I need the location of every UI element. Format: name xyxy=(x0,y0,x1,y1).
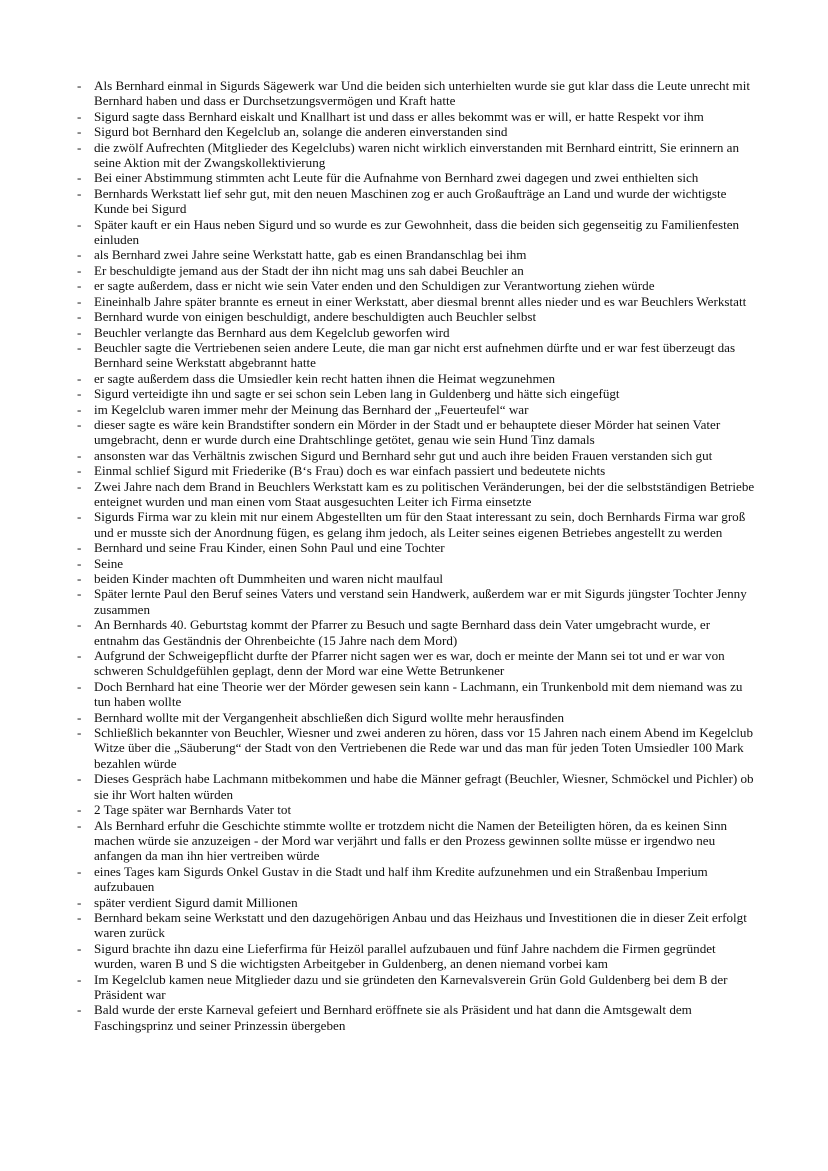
list-item xyxy=(77,402,757,417)
list-item-text: Sigurd bot Bernhard den Kegelclub an, solange die anderen einverstanden sind xyxy=(94,124,508,140)
list-item-text: Beuchler sagte die Vertriebenen seien andere Leute, die man gar nicht erst aufnehmen dürfte und er war fest überzeugt das Bernhard seine Werkstatt abgebrannt hatte xyxy=(94,339,736,371)
bullet-dash: - xyxy=(77,78,82,93)
bullet-dash: - xyxy=(77,909,82,925)
list-item xyxy=(77,463,757,478)
bullet-dash: - xyxy=(77,863,82,879)
list-item xyxy=(77,263,757,278)
list-item xyxy=(77,540,757,555)
list-item xyxy=(77,586,757,617)
list-item xyxy=(77,448,757,463)
list-item xyxy=(77,648,757,679)
bullet-dash: - xyxy=(77,339,82,355)
list-item xyxy=(77,294,757,309)
list-item-text: An Bernhards 40. Geburtstag kommt der Pfarrer zu Besuch und sagte Bernhard dass dein Vater umgebracht wurde, er entnahm das Geständnis der Ohrenbeichte (15 Jahre nach dem Mord) xyxy=(94,617,711,648)
list-item-text: Sigurd sagte dass Bernhard eiskalt und Knallhart ist und dass er alles bekommt was er will, er hatte Respekt vor ihm xyxy=(94,108,704,124)
list-item xyxy=(77,571,757,586)
list-item xyxy=(77,309,757,324)
list-item-text: die zwölf Aufrechten (Mitglieder des Kegelclubs) waren nicht wirklich einverstanden mit Bernhard eintritt, Sie erinnern an seine Aktion mit der Zwangskollektivierung xyxy=(94,139,740,171)
bullet-dash: - xyxy=(77,648,82,664)
list-item xyxy=(77,941,757,972)
list-item-text: Er beschuldigte jemand aus der Stadt der ihn nicht mag uns sah dabei Beuchler an xyxy=(94,262,524,278)
list-item-text: später verdient Sigurd damit Millionen xyxy=(94,894,298,910)
bullet-dash: - xyxy=(77,540,82,556)
list-item-text: Bernhard und seine Frau Kinder, einen Sohn Paul und eine Tochter xyxy=(94,540,445,556)
list-item-text: Schließlich bekannter von Beuchler, Wiesner und zwei anderen zu hören, dass vor 15 Jahren nach einem Abend im Kegelclub Witze über die „Säuberung“ der Stadt von den Vertriebenen die Rede war und das man für jeden Toten Umsiedler 100 Mark bezahlen würde xyxy=(94,725,753,771)
bullet-dash: - xyxy=(77,124,82,140)
list-item-text: Als Bernhard erfuhr die Geschichte stimmte wollte er trotzdem nicht die Namen der Beteiligten hören, da es keinen Sinn machen würde sie anzuzeigen - der Mord war verjährt und falls er den Prozess gewinnen sollte müsse er irgendwo neu anfangen da man ihn hier vertreiben würde xyxy=(94,817,728,864)
list-item-text: er sagte außerdem dass die Umsiedler kein recht hatten ihnen die Heimat wegzunehmen xyxy=(94,370,556,386)
list-item xyxy=(77,910,757,941)
list-item xyxy=(77,771,757,802)
notes-list xyxy=(77,78,757,1033)
bullet-dash: - xyxy=(77,386,82,402)
list-item xyxy=(77,802,757,817)
list-item-text: 2 Tage später war Bernhards Vater tot xyxy=(94,802,292,818)
list-item-text: eines Tages kam Sigurds Onkel Gustav in die Stadt und half ihm Kredite aufzunehmen und ein Straßenbau Imperium aufzubauen xyxy=(94,863,708,895)
bullet-dash: - xyxy=(77,416,82,432)
list-item-text: im Kegelclub waren immer mehr der Meinung das Bernhard der „Feuerteufel“ war xyxy=(94,401,529,417)
list-item xyxy=(77,325,757,340)
bullet-dash: - xyxy=(77,678,82,694)
bullet-dash: - xyxy=(77,571,82,586)
list-item-text: dieser sagte es wäre kein Brandstifter sondern ein Mörder in der Stadt und er behauptete dieser Mörder hat seinen Vater umgebracht, denn er wurde durch eine Drahtschlinge getötet, genau wie sein Hund Tinz damals xyxy=(94,416,721,448)
bullet-dash: - xyxy=(77,802,82,818)
bullet-dash: - xyxy=(77,971,82,987)
bullet-dash: - xyxy=(77,817,82,833)
bullet-dash: - xyxy=(77,709,82,725)
list-item-text: Zwei Jahre nach dem Brand in Beuchlers Werkstatt kam es zu politischen Veränderungen, bei der die selbstständigen Betriebe enteignet wurden und man einen vom Staat ausgesuchten Leiter ich Firma einsetzte xyxy=(94,478,755,509)
list-item-text: er sagte außerdem, dass er nicht wie sein Vater enden und den Schuldigen zur Verantwortung ziehen würde xyxy=(94,278,655,294)
list-item-text: Beuchler verlangte das Bernhard aus dem Kegelclub geworfen wird xyxy=(94,324,450,340)
list-item-text: Als Bernhard einmal in Sigurds Sägewerk war Und die beiden sich unterhielten wurde sie gut klar dass die Leute unrecht mit Bernhard haben und dass er Durchsetzungsvermögen und Kraft hatte xyxy=(94,78,750,109)
bullet-dash: - xyxy=(77,771,82,787)
list-item xyxy=(77,417,757,448)
bullet-dash: - xyxy=(77,894,82,910)
bullet-dash: - xyxy=(77,170,82,186)
list-item-text: Bei einer Abstimmung stimmten acht Leute für die Aufnahme von Bernhard zwei dagegen und zwei enthielten sich xyxy=(94,170,699,186)
list-item xyxy=(77,386,757,401)
list-item-text: Im Kegelclub kamen neue Mitglieder dazu und sie gründeten den Karnevalsverein Grün Gold Guldenberg bei dem B der Präsident war xyxy=(94,971,728,1002)
bullet-dash: - xyxy=(77,509,82,525)
list-item xyxy=(77,109,757,124)
list-item-text: Sigurd brachte ihn dazu eine Lieferfirma für Heizöl parallel aufzubauen und fünf Jahre nachdem die Firmen gegründet wurden, waren B und S die wichtigsten Arbeitgeber in Guldenberg, an denen niemand vorbei kam xyxy=(94,940,716,972)
list-item-text: Später lernte Paul den Beruf seines Vaters und verstand sein Handwerk, außerdem war er mit Sigurds jüngster Tochter Jenny zusammen xyxy=(94,586,747,617)
list-item-text: Doch Bernhard hat eine Theorie wer der Mörder gewesen sein kann - Lachmann, ein Trunkenbold mit dem niemand was zu tun haben wollte xyxy=(94,678,743,710)
bullet-dash: - xyxy=(77,447,82,463)
list-item xyxy=(77,170,757,185)
bullet-dash: - xyxy=(77,370,82,386)
list-item-text: Sigurds Firma war zu klein mit nur einem Abgestellten um für den Staat interessant zu sein, doch Bernhards Firma war groß und er musste sich der Anordnung fügen, es gelang ihm jedoch, als Leiter seines eigenen Betriebes angestellt zu werden xyxy=(94,509,746,540)
bullet-dash: - xyxy=(77,216,82,232)
list-item xyxy=(77,972,757,1003)
list-item xyxy=(77,818,757,864)
list-item xyxy=(77,679,757,710)
list-item-text: Aufgrund der Schweigepflicht durfte der Pfarrer nicht sagen wer es war, doch er meinte der Mann sei tot und er war von schweren Schuldgefühlen geplagt, denn der Mord war eine Wette Betrunkener xyxy=(94,648,725,679)
list-item xyxy=(77,340,757,371)
list-item-text: Bald wurde der erste Karneval gefeiert und Bernhard eröffnete sie als Präsident und hat dann die Amtsgewalt dem Faschingsprinz und seiner Prinzessin übergeben xyxy=(94,1002,692,1033)
list-item-text: Bernhard wurde von einigen beschuldigt, andere beschuldigten auch Beuchler selbst xyxy=(94,309,537,325)
list-item-text: Später kauft er ein Haus neben Sigurd und so wurde es zur Gewohnheit, dass die beiden sich gegenseitig zu Familienfesten einluden xyxy=(94,216,740,248)
list-item xyxy=(77,864,757,895)
bullet-dash: - xyxy=(77,555,82,571)
bullet-dash: - xyxy=(77,940,82,956)
bullet-dash: - xyxy=(77,293,82,309)
list-item-text: Bernhard bekam seine Werkstatt und den dazugehörigen Anbau und das Heizhaus und Investitionen die in dieser Zeit erfolgt waren zurück xyxy=(94,909,747,941)
bullet-dash: - xyxy=(77,108,82,124)
list-item-text: Sigurd verteidigte ihn und sagte er sei schon sein Leben lang in Guldenberg und hätte sich eingefügt xyxy=(94,386,620,402)
bullet-dash: - xyxy=(77,1002,82,1018)
list-item-text: Seine xyxy=(94,555,124,571)
list-item xyxy=(77,1002,757,1033)
list-item-text: Bernhards Werkstatt lief sehr gut, mit den neuen Maschinen zog er auch Großaufträge an Land und wurde der wichtigste Kunde bei Sigurd xyxy=(94,185,727,217)
bullet-dash: - xyxy=(77,185,82,201)
list-item xyxy=(77,556,757,571)
list-item-text: als Bernhard zwei Jahre seine Werkstatt hatte, gab es einen Brandanschlag bei ihm xyxy=(94,247,527,263)
bullet-dash: - xyxy=(77,478,82,494)
list-item-text: Eineinhalb Jahre später brannte es erneut in einer Werkstatt, aber diesmal brennt alles nieder und es war Beuchlers Werkstatt xyxy=(94,293,747,309)
list-item-text: ansonsten war das Verhältnis zwischen Sigurd und Bernhard sehr gut und auch ihre beiden Frauen verstanden sich gut xyxy=(94,447,713,463)
bullet-dash: - xyxy=(77,617,82,633)
bullet-dash: - xyxy=(77,725,82,741)
bullet-dash: - xyxy=(77,463,82,479)
list-item xyxy=(77,124,757,139)
bullet-dash: - xyxy=(77,262,82,278)
bullet-dash: - xyxy=(77,586,82,602)
bullet-dash: - xyxy=(77,309,82,325)
list-item-text: Dieses Gespräch habe Lachmann mitbekommen und habe die Männer gefragt (Beuchler, Wiesner, Schmöckel und Pichler) ob sie ihr Wort halten würden xyxy=(94,771,754,802)
list-item xyxy=(77,247,757,262)
list-item xyxy=(77,710,757,725)
list-item-text: Bernhard wollte mit der Vergangenheit abschließen dich Sigurd wollte mehr herausfinden xyxy=(94,709,565,725)
bullet-dash: - xyxy=(77,401,82,417)
bullet-dash: - xyxy=(77,324,82,340)
list-item xyxy=(77,140,757,171)
list-item xyxy=(77,725,757,771)
list-item xyxy=(77,509,757,540)
list-item xyxy=(77,217,757,248)
bullet-dash: - xyxy=(77,247,82,263)
list-item xyxy=(77,186,757,217)
list-item xyxy=(77,278,757,293)
list-item-text: Einmal schlief Sigurd mit Friederike (B‘s Frau) doch es war einfach passiert und bedeutete nichts xyxy=(94,463,606,479)
bullet-dash: - xyxy=(77,139,82,155)
list-item xyxy=(77,371,757,386)
list-item-text: beiden Kinder machten oft Dummheiten und waren nicht maulfaul xyxy=(94,571,444,586)
list-item xyxy=(77,479,757,510)
bullet-dash: - xyxy=(77,278,82,294)
list-item xyxy=(77,895,757,910)
list-item xyxy=(77,78,757,109)
list-item xyxy=(77,617,757,648)
